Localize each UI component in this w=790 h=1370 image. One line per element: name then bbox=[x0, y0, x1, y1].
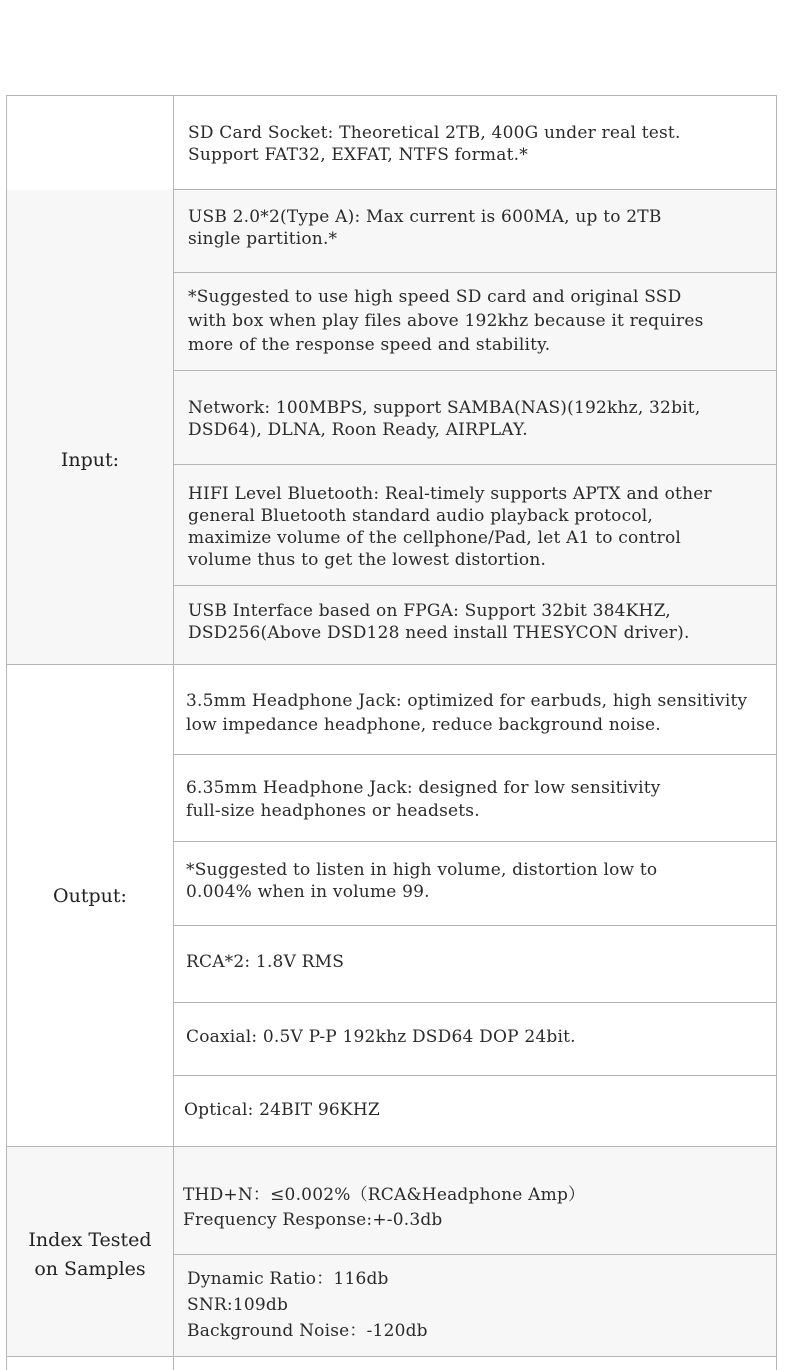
spec-cell bbox=[174, 926, 776, 1002]
group-output bbox=[7, 665, 776, 1146]
spec-text: Network: 100MBPS, support SAMBA(NAS)(192khz, 32bit, DSD64), DLNA, Roon Ready, AIRPLAY. bbox=[188, 398, 701, 440]
spec-cell bbox=[174, 1076, 776, 1146]
spec-text: Coaxial: 0.5V P-P 192khz DSD64 DOP 24bit. bbox=[186, 1027, 576, 1047]
spec-cell bbox=[174, 755, 776, 841]
group-label-index-tested: Index Tested on Samples bbox=[28, 1229, 152, 1280]
spec-text: *Suggested to use high speed SD card and original SSD with box when play files above 192khz because it requires more of the response speed and stability. bbox=[188, 287, 704, 355]
spec-text: USB Interface based on FPGA: Support 32bit 384KHZ, DSD256(Above DSD128 need install THESYCON driver). bbox=[188, 601, 690, 643]
group-index-tested bbox=[7, 1147, 776, 1356]
group-label-input: Input: bbox=[60, 449, 120, 471]
spec-cell bbox=[174, 1255, 776, 1356]
group-storage bbox=[7, 96, 776, 189]
spec-text: Optical: 24BIT 96KHZ bbox=[184, 1100, 380, 1120]
group-input bbox=[7, 190, 776, 664]
spec-text: THD+N：≤0.002%（RCA&Headphone Amp） Frequency Response:+-0.3db bbox=[183, 1185, 586, 1230]
group-divider bbox=[7, 1356, 776, 1357]
spec-text: 6.35mm Headphone Jack: designed for low sensitivity full-size headphones or headsets. bbox=[186, 778, 661, 821]
spec-text: Dynamic Ratio：116db SNR:109db Background Noise：-120db bbox=[187, 1269, 428, 1341]
spec-text: SD Card Socket: Theoretical 2TB, 400G under real test. Support FAT32, EXFAT, NTFS format.* bbox=[188, 123, 681, 165]
spec-cell bbox=[174, 665, 776, 754]
spec-table bbox=[6, 95, 777, 1370]
spec-cell bbox=[174, 1147, 776, 1254]
spec-text: HIFI Level Bluetooth: Real-timely supports APTX and other general Bluetooth standard audio playback protocol, maximize volume of the cellphone/Pad, let A1 to control volume thus to get the lowest distortion. bbox=[188, 484, 712, 570]
spec-cell bbox=[174, 842, 776, 925]
spec-cell bbox=[174, 586, 776, 664]
spec-text: *Suggested to listen in high volume, distortion low to 0.004% when in volume 99. bbox=[186, 860, 658, 902]
spec-text: RCA*2: 1.8V RMS bbox=[186, 952, 345, 972]
spec-text: USB 2.0*2(Type A): Max current is 600MA, up to 2TB single partition.* bbox=[188, 207, 662, 249]
spec-cell bbox=[174, 190, 776, 272]
column-divider bbox=[173, 96, 174, 1370]
spec-cell bbox=[174, 371, 776, 464]
spec-cell bbox=[174, 96, 776, 189]
spec-text: 3.5mm Headphone Jack: optimized for earbuds, high sensitivity low impedance headphone, reduce background noise. bbox=[186, 691, 748, 735]
spec-cell bbox=[174, 273, 776, 370]
group-label-output: Output: bbox=[53, 885, 127, 907]
spec-cell bbox=[174, 465, 776, 585]
spec-cell bbox=[174, 1003, 776, 1075]
